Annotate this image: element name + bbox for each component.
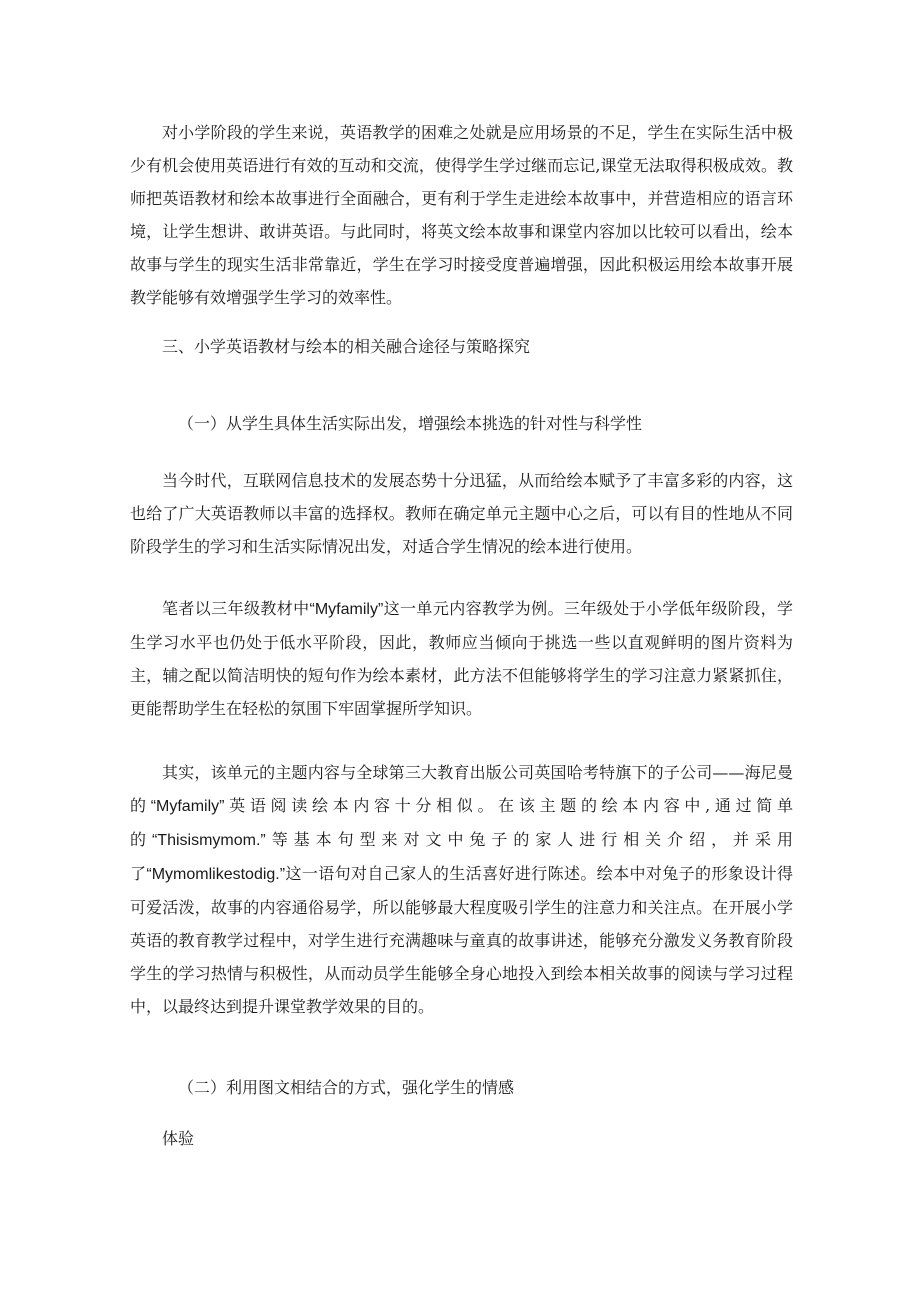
paragraph-myfamily-unit-text-1: 笔者以三年级教材中 bbox=[162, 599, 310, 618]
subsection-heading-2-text: （二）利用图文相结合的方式，强化学生的情感 bbox=[178, 1078, 515, 1097]
quote-my-mom-likes-to-dig: “Mymomlikestodig.” bbox=[146, 866, 286, 883]
quote-myfamily: “Myfamily” bbox=[309, 601, 384, 618]
subsection-heading-1 bbox=[178, 407, 642, 440]
paragraph-internet bbox=[130, 464, 793, 563]
section-heading-3-text: 三、小学英语教材与绘本的相关融合途径与策略探究 bbox=[162, 337, 531, 356]
paragraph-heinemann-text-4: 这一语句对自己家人的生活喜好进行陈述。绘本中对兔子的形象设计得可爱活泼，故事的内容通俗易学，所以能够最大程度吸引学生的注意力和关注点。在开展小学英语的教育教学过程中，对学生进行充满趣味与童真的故事讲述，能够充分激发义务教育阶段学生的学习热情与积极性，从而动员学生能够全身心地投入到绘本相关故事的阅读与学习过程中，以最终达到提升课堂教学效果的目的。 bbox=[130, 864, 793, 1016]
section-heading-3 bbox=[162, 330, 530, 363]
quote-this-is-my-mom: “Thisismymom.” bbox=[151, 832, 266, 849]
paragraph-intro bbox=[130, 116, 793, 314]
trailing-fragment-text: 体验 bbox=[162, 1129, 195, 1148]
quote-myfamily-2: “Myfamily” bbox=[150, 798, 225, 815]
paragraph-heinemann-text-3: 等基本句型来对文中兔子的家人进行相关介绍，并采用了 bbox=[130, 830, 793, 883]
paragraph-myfamily-unit bbox=[130, 592, 793, 725]
paragraph-intro-text: 对小学阶段的学生来说，英语教学的困难之处就是应用场景的不足，学生在实际生活中极少有机会使用英语进行有效的互动和交流，使得学生学过继而忘记,课堂无法取得积极成效。教师把英语教材和绘本故事进行全面融合，更有利于学生走进绘本故事中，并营造相应的语言环境，让学生想讲、敢讲英语。与此同时，将英文绘本故事和课堂内容加以比较可以看出，绘本故事与学生的现实生活非常靠近，学生在学习时接受度普遍增强，因此积极运用绘本故事开展教学能够有效增强学生学习的效率性。 bbox=[130, 123, 793, 307]
paragraph-heinemann-text-1: 其实，该单元的主题内容与全球第三大教育出版公司英国哈考特旗下的子公司——海尼曼的 bbox=[130, 763, 793, 815]
subsection-heading-2 bbox=[178, 1071, 514, 1104]
paragraph-heinemann bbox=[130, 756, 793, 1023]
trailing-fragment bbox=[162, 1122, 194, 1155]
paragraph-internet-text: 当今时代，互联网信息技术的发展态势十分迅猛，从而给绘本赋予了丰富多彩的内容，这也给了广大英语教师以丰富的选择权。教师在确定单元主题中心之后，可以有目的性地从不同阶段学生的学习和生活实际情况出发，对适合学生情况的绘本进行使用。 bbox=[130, 471, 793, 556]
paragraph-heinemann-text-2: 英语阅读绘本内容十分相似。在该主题的绘本内容中,通过简单的 bbox=[130, 796, 793, 849]
paragraph-myfamily-unit-text-2: 这一单元内容教学为例。三年级处于小学低年级阶段，学生学习水平也仍处于低水平阶段，因此，教师应当倾向于挑选一些以直观鲜明的图片资料为主，辅之配以简洁明快的短句作为绘本素材，此方法不但能够将学生的学习注意力紧紧抓住，更能帮助学生在轻松的氛围下牢固掌握所学知识。 bbox=[130, 599, 793, 718]
subsection-heading-1-text: （一）从学生具体生活实际出发，增强绘本挑选的针对性与科学性 bbox=[178, 414, 643, 433]
